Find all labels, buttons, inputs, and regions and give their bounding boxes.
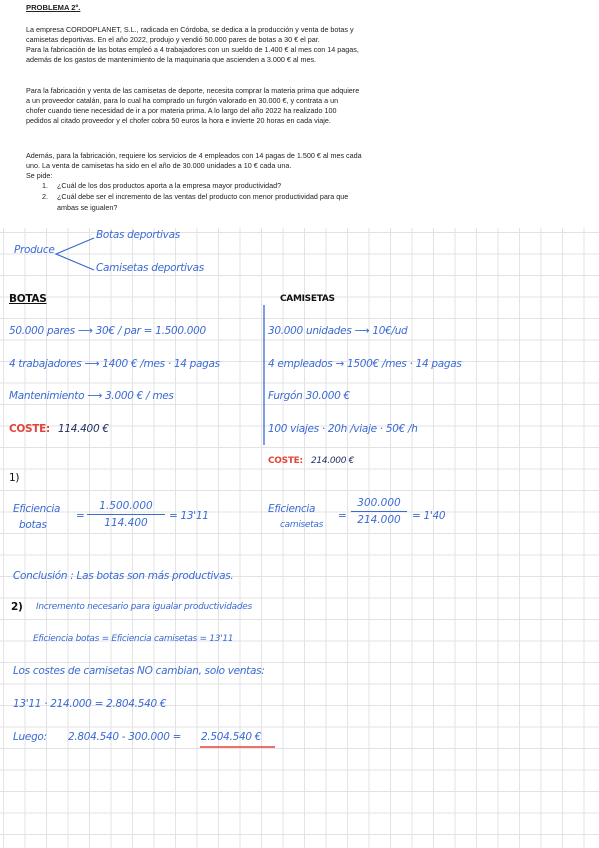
text-line: Se pide: [26, 171, 53, 180]
botas-line-2: 4 trabajadores ⟶ 1400 € /mes · 14 pagas [9, 358, 220, 370]
fraction-denominator: 214.000 [357, 514, 401, 527]
column-divider [262, 305, 266, 445]
eficiencia-camisetas-label-2: camisetas [280, 520, 323, 530]
eficiencia-botas-result: = 13'11 [169, 510, 209, 522]
text-line: chofer cuando tiene necesidad de ir a por materia prima. A lo largo del año 2022 ha realizado 100 [26, 106, 337, 115]
text-line: pedidos al citado proveedor y el chofer cobra 50 euros la hora e invierte 20 horas en cada viaje. [26, 116, 331, 125]
calculation-line: 13'11 · 214.000 = 2.804.540 € [13, 698, 167, 710]
question-1-number: 1. [42, 181, 48, 190]
botas-header: BOTAS [9, 293, 47, 305]
camisetas-header: CAMISETAS [280, 294, 335, 304]
fraction-denominator: 114.400 [104, 517, 148, 530]
botas-line-3: Mantenimiento ⟶ 3.000 € / mes [9, 390, 174, 402]
part-2-label: 2) [11, 601, 23, 613]
final-result: 2.504.540 € [201, 731, 262, 743]
equals-sign: = [338, 510, 347, 522]
botas-line-1: 50.000 pares ⟶ 30€ / par = 1.500.000 [9, 325, 206, 337]
fraction-numerator: 1.500.000 [99, 500, 153, 512]
camisetas-cost-label: COSTE: [268, 456, 303, 466]
text-line: además de los gastos de mantenimiento de la maquinaria que ascienden a 3.000 € al mes. [26, 55, 317, 64]
final-result-underline [199, 745, 277, 751]
question-2-number: 2. [42, 192, 48, 201]
equal-efficiency-line: Eficiencia botas = Eficiencia camisetas = 13'11 [33, 634, 234, 644]
paragraph-3 [26, 151, 446, 181]
text-line: Además, para la fabricación, requiere los servicios de 4 empleados con 14 pagas de 1.500 € al mes cada [26, 151, 362, 160]
fraction-bar [87, 514, 165, 515]
grid-paper [0, 228, 599, 848]
camisetas-line-4: 100 viajes · 20h /viaje · 50€ /h [268, 423, 418, 435]
equals-sign: = [76, 510, 85, 522]
camisetas-deportivas-label: Camisetas deportivas [96, 262, 204, 274]
text-line: a un proveedor catalán, para lo cual ha comprado un furgón valorado en 30.000 €, y contrata a un [26, 96, 339, 105]
problem-title: PROBLEMA 2º. [26, 3, 81, 12]
question-2-line-2: ambas se igualen? [57, 203, 118, 212]
eficiencia-botas-label-2: botas [19, 519, 47, 531]
question-1: ¿Cuál de los dos productos aporta a la empresa mayor productividad? [57, 181, 282, 190]
part-2-heading: Incremento necesario para igualar productividades [36, 602, 252, 612]
eficiencia-botas-label-1: Eficiencia [13, 503, 61, 515]
botas-cost-value: 114.400 € [58, 423, 109, 435]
fraction-botas [87, 500, 165, 529]
eficiencia-camisetas-label-1: Eficiencia [268, 503, 316, 515]
camisetas-line-3: Furgón 30.000 € [268, 390, 350, 402]
produce-label: Produce [14, 244, 55, 256]
camisetas-line-1: 30.000 unidades ⟶ 10€/ud [268, 325, 408, 337]
text-line: La empresa CORDOPLANET, S.L., radicada en Córdoba, se dedica a la producción y venta de botas y [26, 25, 354, 34]
camisetas-cost-value: 214.000 € [311, 456, 355, 466]
luego-label: Luego: [13, 731, 47, 743]
eficiencia-camisetas-result: = 1'40 [412, 510, 446, 522]
problem-statement [0, 0, 599, 228]
text-line: Para la fabricación de las botas empleó a 4 trabajadores con un sueldo de 1.400 € al mes con 14 pagas, [26, 45, 359, 54]
luego-calculation: 2.804.540 - 300.000 = [68, 731, 182, 743]
text-line: uno. La venta de camisetas ha sido en el año de 30.000 unidades a 10 € cada una. [26, 161, 292, 170]
produce-bracket-icon [52, 234, 96, 274]
botas-cost-label: COSTE: [9, 423, 50, 435]
text-line: camisetas deportivas. En el año 2022, produjo y vendió 50.000 pares de botas a 30 € el par. [26, 35, 320, 44]
question-2-line-1: ¿Cuál debe ser el incremento de las ventas del producto con menor productividad para que [57, 192, 349, 201]
paragraph-2 [26, 86, 446, 126]
fraction-numerator: 300.000 [357, 497, 401, 509]
botas-deportivas-label: Botas deportivas [96, 229, 180, 241]
fraction-bar [351, 511, 407, 512]
part-1-label: 1) [9, 472, 20, 484]
conclusion-text: Conclusión : Las botas son más productivas. [13, 570, 234, 582]
camisetas-line-2: 4 empleados → 1500€ /mes · 14 pagas [268, 358, 462, 370]
paragraph-1 [26, 25, 446, 65]
costs-unchanged-line: Los costes de camisetas NO cambian, solo ventas: [13, 665, 265, 677]
text-line: Para la fabricación y venta de las camisetas de deporte, necesita comprar la materia prima que adquiere [26, 86, 360, 95]
fraction-camisetas [351, 497, 407, 526]
